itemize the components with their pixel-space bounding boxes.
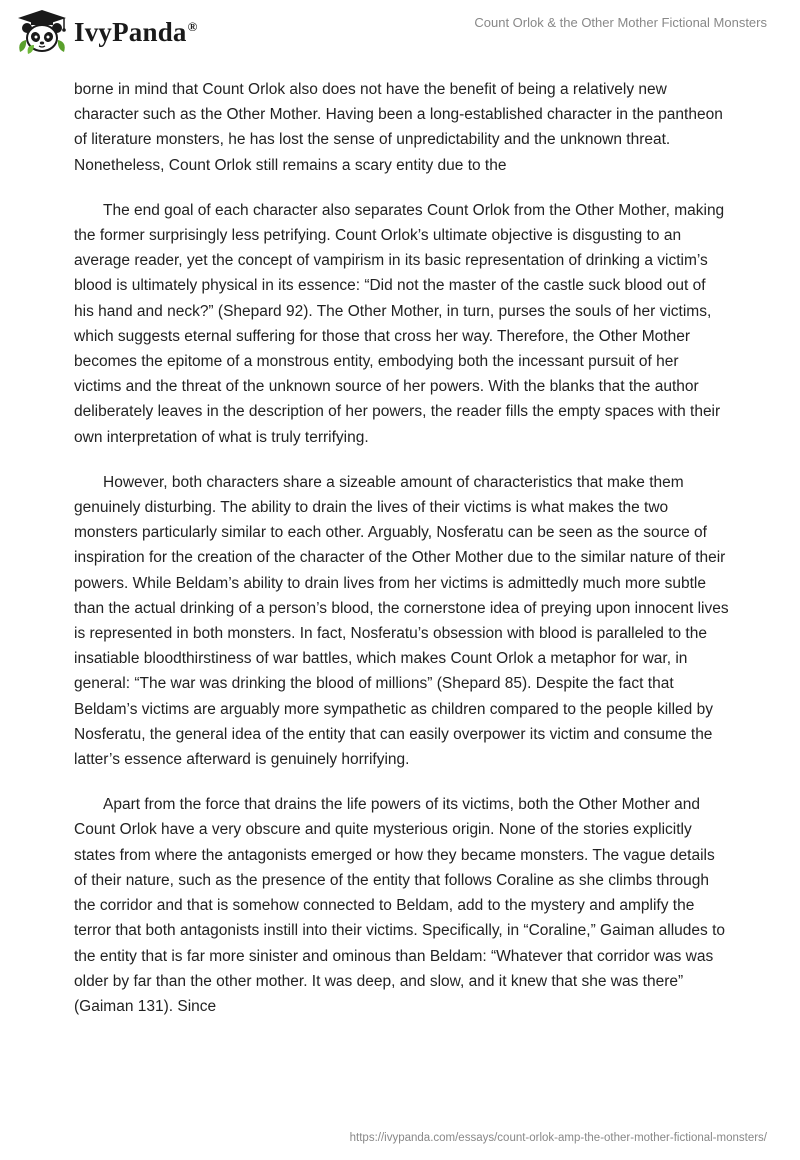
registered-mark: ®: [187, 18, 198, 34]
ivypanda-logo[interactable]: [14, 8, 198, 56]
source-url[interactable]: https://ivypanda.com/essays/count-orlok-amp-the-other-mother-fictional-monsters/: [349, 1132, 767, 1144]
panda-graduate-logo-icon: [14, 8, 70, 56]
paragraph-3: However, both characters share a sizeable amount of characteristics that make them genuinely disturbing. The ability to drain the lives of their victims is what makes the two monsters particularly similar to each other. Arguably, Nosferatu can be seen as the source of inspiration for the creation of the character of the Other Mother due to the similar nature of their powers. While Beldam’s ability to drain lives from her victims is admittedly much more subtle than the actual drinking of a person’s blood, the cornerstone idea of preying upon innocent lives is represented in both monsters. In fact, Nosferatu’s obsession with blood is paralleled to the insatiable bloodthirstiness of war battles, which makes Count Orlok a metaphor for war, in general: “The war was drinking the blood of millions” (Shepard 85). Despite the fact that Beldam’s victims are arguably more sympathetic as children compared to the people killed by Nosferatu, the general idea of the entity that can easily overpower its victim and consume the latter’s essence afterward is genuinely horrifying.: [74, 473, 729, 769]
paragraph-4: Apart from the force that drains the life powers of its victims, both the Other Mother and Count Orlok have a very obscure and quite mysterious origin. None of the stories explicitly states from where the antagonists emerged or how they became monsters. The vague details of their nature, such as the presence of the entity that follows Coraline as she climbs through the corridor and that is somehow connected to Beldam, add to the mystery and amplify the terror that both antagonists instill into their victims. Specifically, in “Coraline,” Gaiman alludes to the entity that is far more sinister and ominous than Beldam: “Whatever that corridor was was older by far than the other mother. It was deep, and slow, and it knew that she was there” (Gaiman 131). Since: [74, 796, 725, 1015]
paragraph-2: The end goal of each character also separates Count Orlok from the Other Mother, making the former surprisingly less petrifying. Count Orlok’s ultimate objective is disgusting to an average reader, yet the concept of vampirism in its basic representation of drinking a victim’s blood is ultimately physical in its essence: “Did not the master of the castle suck blood out of his hand and neck?” (Shepard 92). The Other Mother, in turn, purses the souls of her victims, which suggests eternal suffering for those that cross her way. Therefore, the Other Mother becomes the epitome of a monstrous entity, embodying both the incessant pursuit of her victims and the threat of the unknown source of her powers. With the blanks that the author deliberately leaves in the description of her powers, the reader fills the empty spaces with their own interpretation of what is truly terrifying.: [74, 201, 725, 446]
brand-name: IvyPanda®: [74, 16, 198, 47]
essay-body: [74, 77, 729, 1039]
paragraph-1: borne in mind that Count Orlok also does not have the benefit of being a relatively new character such as the Other Mother. Having been a long-established character in the pantheon of literature monsters, he has lost the sense of unpredictability and the unknown threat. Nonetheless, Count Orlok still remains a scary entity due to the: [74, 81, 723, 174]
page-header: [0, 0, 800, 70]
document-title: Count Orlok & the Other Mother Fictional Monsters: [474, 15, 767, 30]
